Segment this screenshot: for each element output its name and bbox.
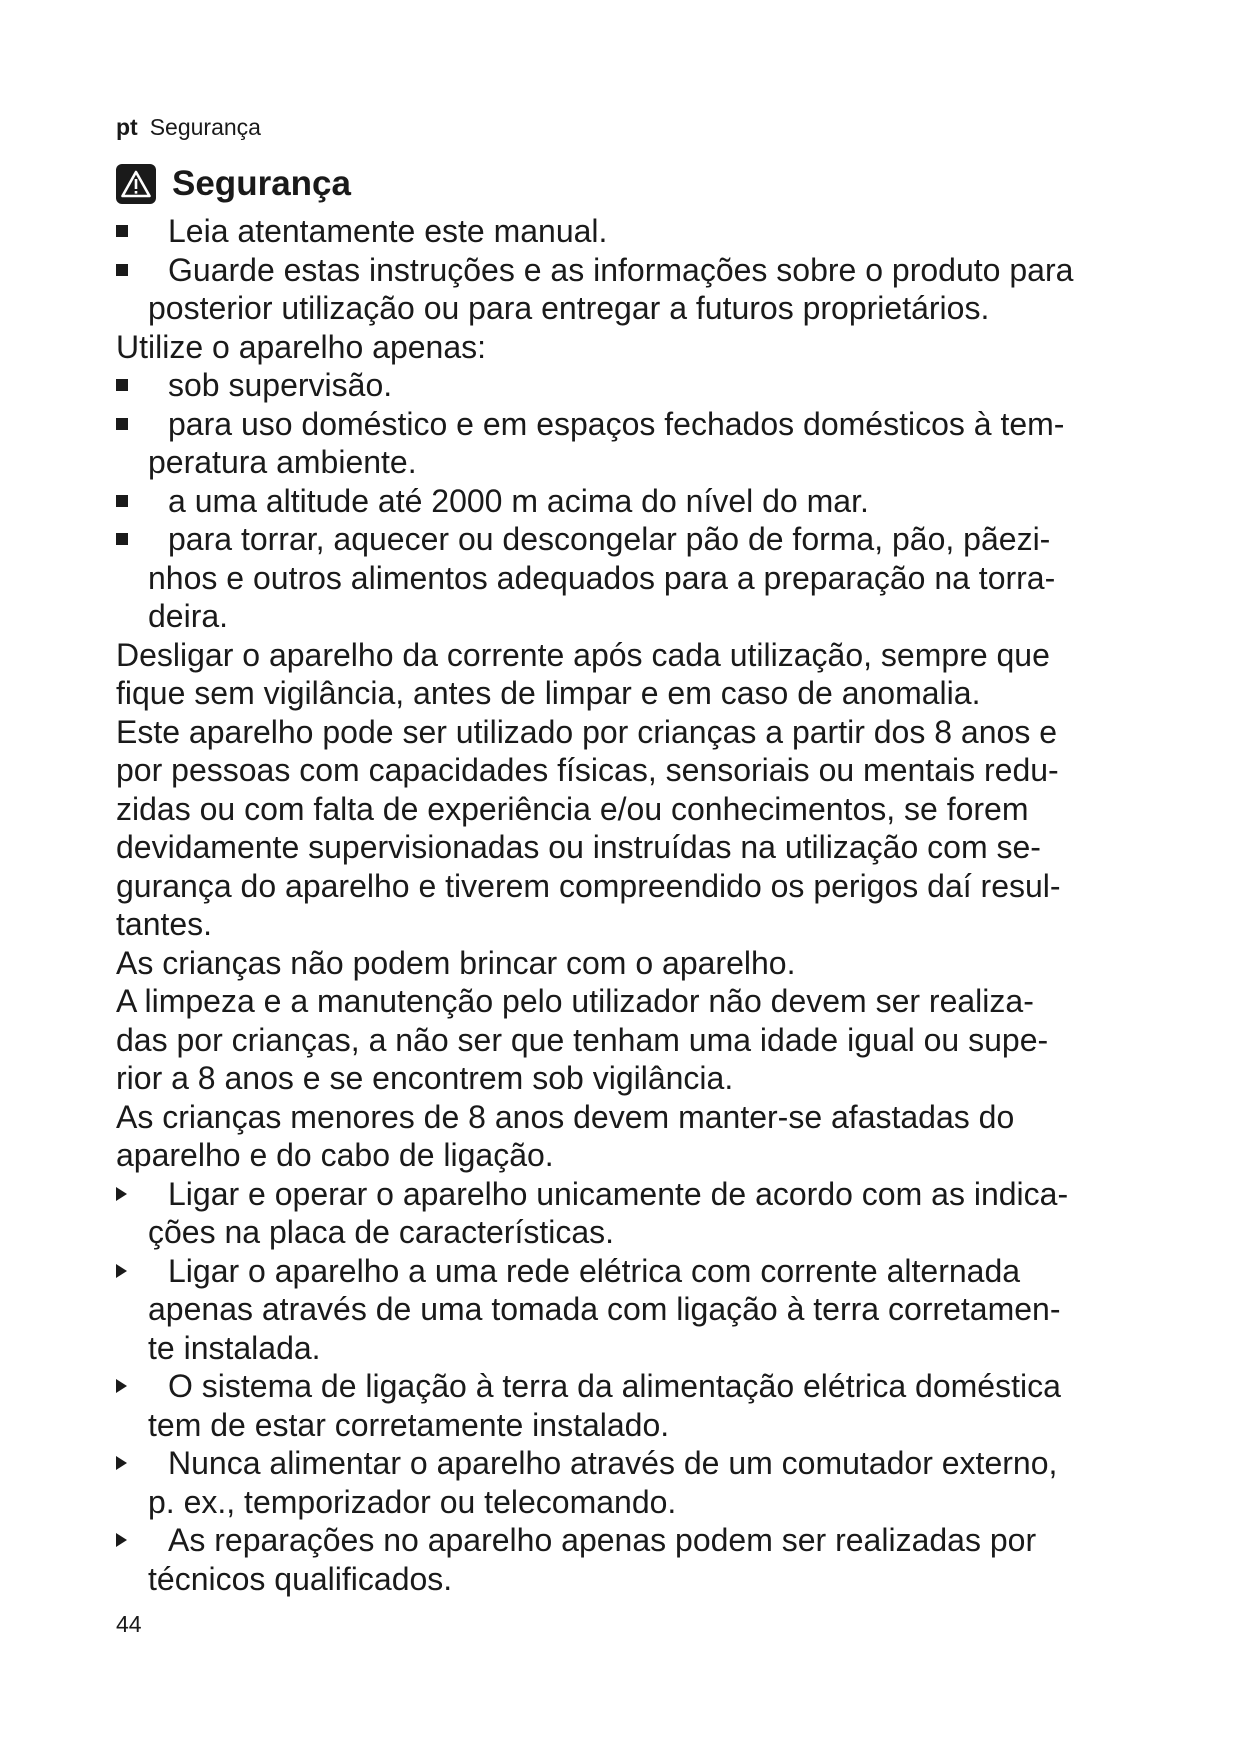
square-bullet-icon [116,251,128,290]
bullet-item [116,366,1156,405]
text-line: fique sem vigilância, antes de limpar e em caso de anomalia. [116,675,981,711]
item-continuation: nhos e outros alimentos adequados para a preparação na torra- [148,559,1056,596]
triangle-arrow-icon [116,1444,127,1483]
text-line: rior a 8 anos e se encontrem sob vigilância. [116,1060,734,1096]
action-item [116,1367,1156,1444]
paragraph [116,944,1156,983]
action-item [116,1175,1156,1252]
item-continuation: te instalada. [148,1329,321,1366]
item-text: para torrar, aquecer ou descongelar pão de forma, pão, pãezi- [168,521,1051,557]
item-text: para uso doméstico e em espaços fechados domésticos à tem- [168,405,1065,442]
paragraph [116,713,1156,944]
running-header [116,113,261,141]
text-line: Desligar o aparelho da corrente após cada utilização, sempre que [116,636,1050,673]
text-line: das por crianças, a não ser que tenham uma idade igual ou supe- [116,1021,1049,1058]
square-bullet-icon [116,520,128,559]
item-text: Nunca alimentar o aparelho através de um comutador externo, [168,1445,1058,1481]
item-continuation: técnicos qualificados. [148,1560,453,1597]
square-bullet-icon [116,482,128,521]
bullet-item [116,405,1156,482]
item-continuation: peratura ambiente. [148,444,417,480]
action-item [116,1521,1156,1598]
item-text: Ligar e operar o aparelho unicamente de acordo com as indica- [168,1175,1069,1212]
section-heading [116,164,351,204]
text-line: As crianças menores de 8 anos devem manter-se afastadas do [116,1098,1015,1135]
language-code: pt [116,114,138,140]
page-number: 44 [116,1611,142,1637]
paragraph [116,636,1156,713]
paragraph [116,982,1156,1098]
text-line: devidamente supervisionadas ou instruídas na utilização com se- [116,829,1041,865]
text-line: A limpeza e a manutenção pelo utilizador não devem ser realiza- [116,983,1034,1019]
bullet-item [116,520,1156,636]
triangle-arrow-icon [116,1252,127,1291]
item-continuation: ções na placa de características. [148,1214,615,1250]
item-continuation: deira. [148,598,229,634]
safety-content [116,212,1156,1598]
bullet-item [116,482,1156,521]
triangle-arrow-icon [116,1521,127,1560]
item-continuation: posterior utilização ou para entregar a futuros proprietários. [148,290,990,326]
item-text: Ligar o aparelho a uma rede elétrica com corrente alternada [168,1252,1021,1289]
text-line: As crianças não podem brincar com o aparelho. [116,944,796,981]
item-text: sob supervisão. [168,367,393,403]
text-line: gurança do aparelho e tiverem compreendido os perigos daí resul- [116,867,1061,904]
text-line: Este aparelho pode ser utilizado por crianças a partir dos 8 anos e [116,713,1057,750]
paragraph [116,1098,1156,1175]
header-section-name: Segurança [149,114,261,140]
item-text: Guarde estas instruções e as informações sobre o produto para [168,251,1074,288]
text-line: tantes. [116,906,213,942]
text-line: Utilize o aparelho apenas: [116,328,487,365]
square-bullet-icon [116,405,128,444]
item-text: As reparações no aparelho apenas podem ser realizadas por [168,1522,1037,1558]
triangle-arrow-icon [116,1367,127,1406]
item-continuation: tem de estar corretamente instalado. [148,1406,670,1443]
item-continuation: p. ex., temporizador ou telecomando. [148,1483,677,1520]
text-line: aparelho e do cabo de ligação. [116,1137,554,1173]
item-text: Leia atentamente este manual. [168,213,608,249]
item-text: O sistema de ligação à terra da alimentação elétrica doméstica [168,1368,1061,1404]
text-line: por pessoas com capacidades físicas, sensoriais ou mentais redu- [116,752,1059,788]
action-item [116,1252,1156,1368]
bullet-item [116,251,1156,328]
triangle-arrow-icon [116,1175,127,1214]
text-line: zidas ou com falta de experiência e/ou conhecimentos, se forem [116,790,1029,827]
warning-triangle-icon [116,164,156,204]
square-bullet-icon [116,366,128,405]
page-title: Segurança [172,164,351,203]
square-bullet-icon [116,212,128,251]
item-text: a uma altitude até 2000 m acima do nível do mar. [168,482,869,519]
action-item [116,1444,1156,1521]
bullet-item [116,212,1156,251]
item-continuation: apenas através de uma tomada com ligação à terra corretamen- [148,1291,1061,1327]
paragraph [116,328,1156,367]
